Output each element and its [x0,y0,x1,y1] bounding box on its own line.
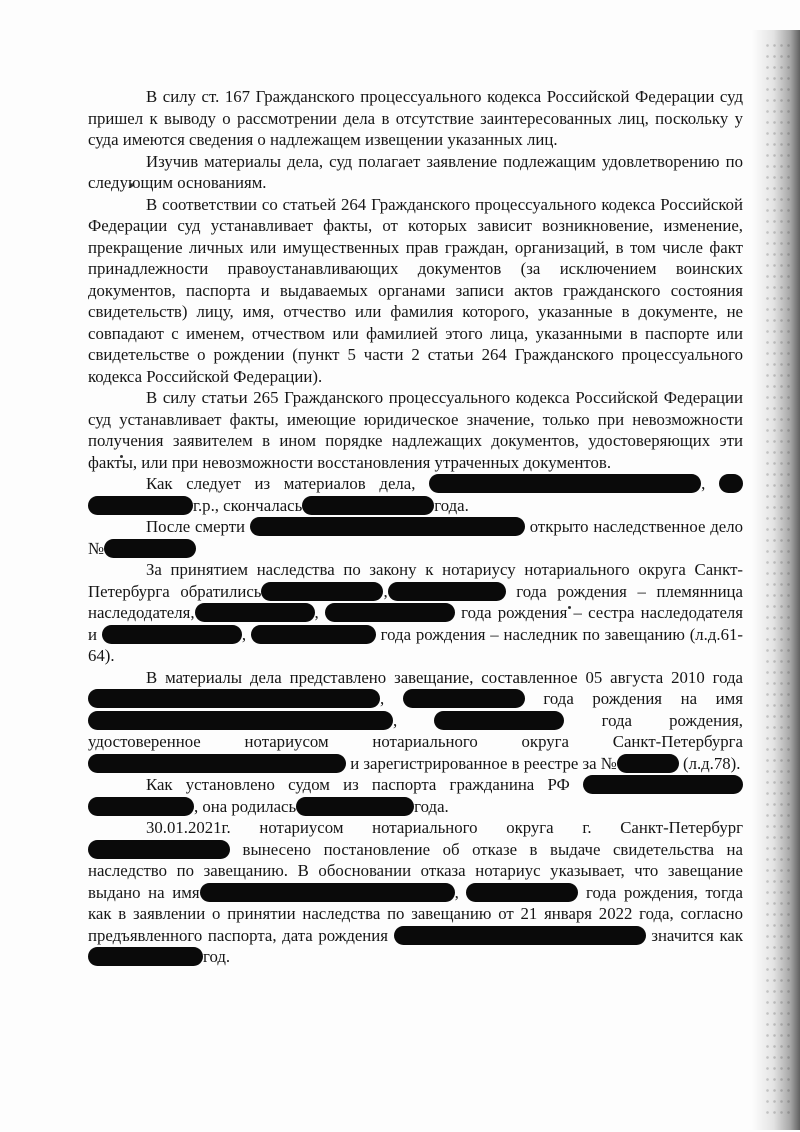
redaction-bar [325,603,455,622]
redaction-bar [88,840,230,859]
paragraph-7: За принятием наследства по закону к нотариусу нотариального округа Санкт-Петербурга обратились , года рождения – племянница наследодателя, , года рождения – сестра наследодателя и , года рождения – наследник по завещанию (л.д.61-64). [88,560,743,665]
paragraph-9: Как установлено судом из паспорта гражданина РФ , она родилась года. [88,774,743,817]
paragraph-3: В соответствии со статьей 264 Гражданского процессуального кодекса Российской Федерации суд устанавливает факты, от которых зависит возникновение, изменение, прекращение личных или имущественных прав граждан, организаций, в том числе факт принадлежности правоустанавливающих документов (за исключением воинских документов, паспорта и выдаваемых органами записи актов гражданского состояния свидетельств) лицу, имя, отчество или фамилия которого, указанные в документе, не совпадают с именем, отчеством или фамилией этого лица, указанными в паспорте или свидетельстве о рождении (пункт 5 части 2 статьи 264 Гражданского процессуального кодекса Российской Федерации). [88,194,743,386]
redaction-bar [434,711,564,730]
redaction-bar [88,947,203,966]
redaction-bar [88,797,194,816]
redaction-bar [296,797,414,816]
redaction-bar [261,582,383,601]
redaction-bar [466,883,578,902]
redaction-bar [88,754,346,773]
paragraph-8: В материалы дела представлено завещание, составленное 05 августа 2010 года, года рождения на имя , года рождения, удостоверенное нотариусом нотариального округа Санкт-Петербурга и зарегистрированное в реестре за № (л.д.78). [88,667,743,773]
redaction-bar [394,926,646,945]
redaction-bar [195,603,315,622]
paragraph-6: После смерти открыто наследственное дело № [88,517,743,558]
paragraph-2: Изучив материалы дела, суд полагает заявление подлежащим удовлетворению по следующим основаниям. [88,151,743,192]
document-body [88,86,743,968]
redaction-bar [250,517,525,536]
scan-edge-noise [764,40,794,1120]
redaction-bar [200,883,455,902]
redaction-bar [88,711,393,730]
redaction-bar [403,689,525,708]
redaction-bar [88,496,193,515]
paragraph-5: Как следует из материалов дела, , г.р., скончалась года. [88,473,743,516]
paragraph-1: В силу ст. 167 Гражданского процессуального кодекса Российской Федерации суд пришел к выводу о рассмотрении дела в отсутствие заинтересованных лиц, поскольку у суда имеются сведения о надлежащем извещении указанных лиц. [88,87,743,149]
paragraph-4: В силу статьи 265 Гражданского процессуального кодекса Российской Федерации суд устанавливает факты, имеющие юридическое значение, только при невозможности получения заявителем в ином порядке надлежащих документов, удостоверяющих эти факты, или при невозможности восстановления утраченных документов. [88,388,743,472]
redaction-bar [102,625,242,644]
redaction-bar [104,539,196,558]
redaction-bar [719,474,743,493]
redaction-bar [251,625,376,644]
redaction-bar [88,689,380,708]
redaction-bar [429,474,701,493]
paragraph-10: 30.01.2021г. нотариусом нотариального округа г. Санкт-Петербург вынесено постановление об отказе в выдаче свидетельства на наследство по завещанию. В обосновании отказа нотариус указывает, что завещание выдано на имя , года рождения, тогда как в заявлении о принятии наследства по завещанию от 21 января 2022 года, согласно предъявленного паспорта, дата рождения значится какгод. [88,818,743,966]
redaction-bar [583,775,743,794]
redaction-bar [388,582,506,601]
redaction-bar [617,754,679,773]
redaction-bar [302,496,434,515]
